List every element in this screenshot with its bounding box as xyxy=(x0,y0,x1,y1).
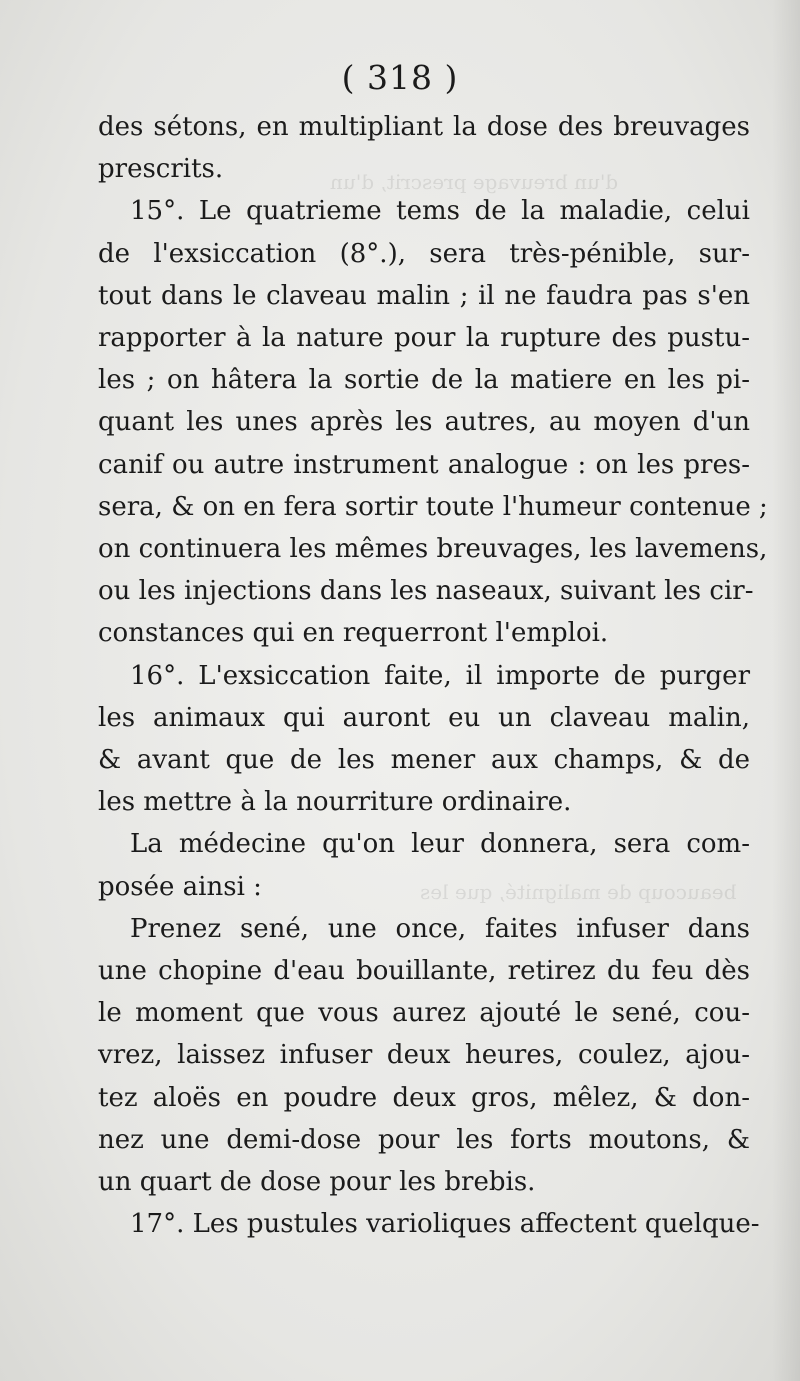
text-line: les mettre à la nourriture ordinaire. xyxy=(98,787,572,818)
text-line: nez une demi-dose pour les forts moutons, & xyxy=(98,1124,750,1155)
text-line: 15°. Le quatrieme tems de la maladie, celui xyxy=(130,196,750,227)
text-line: de l'exsiccation (8°.), sera très-pénible, sur- xyxy=(98,238,750,269)
text-line: La médecine qu'on leur donnera, sera com- xyxy=(130,829,750,860)
text-line: canif ou autre instrument analogue : on les pres- xyxy=(98,449,750,480)
text-line: un quart de dose pour les brebis. xyxy=(98,1167,536,1198)
text-line: on continuera les mêmes breuvages, les lavemens, xyxy=(98,534,768,565)
text-line: tout dans le claveau malin ; il ne faudra pas s'en xyxy=(98,280,750,311)
bleed-through-text: d'un breuvage prescrit, d'un xyxy=(330,170,619,194)
text-line: vrez, laissez infuser deux heures, coulez, ajou- xyxy=(98,1040,750,1071)
page-number: ( 318 ) xyxy=(341,58,459,97)
text-line: posée ainsi : xyxy=(98,871,262,902)
text-line: prescrits. xyxy=(98,154,224,185)
text-line: le moment que vous aurez ajouté le sené, cou- xyxy=(98,998,750,1029)
text-line: 17°. Les pustules varioliques affectent quelque- xyxy=(130,1209,760,1240)
text-line: les ; on hâtera la sortie de la matiere en les pi- xyxy=(98,365,750,396)
page-edge-shadow xyxy=(772,0,800,1381)
bleed-through-text: beaucoup de malignité, que les xyxy=(420,880,737,904)
text-line: tez aloës en poudre deux gros, mêlez, & don- xyxy=(98,1082,750,1113)
body-text xyxy=(98,106,768,1245)
text-line: & avant que de les mener aux champs, & de xyxy=(98,745,750,776)
text-line: Prenez sené, une once, faites infuser dans xyxy=(130,913,750,944)
text-line: des sétons, en multipliant la dose des breuvages xyxy=(98,112,750,142)
text-line: rapporter à la nature pour la rupture des pustu- xyxy=(98,323,750,354)
text-line: les animaux qui auront eu un claveau malin, xyxy=(98,702,750,733)
text-line: 16°. L'exsiccation faite, il importe de purger xyxy=(130,660,750,691)
text-line: quant les unes après les autres, au moyen d'un xyxy=(98,407,750,438)
text-line: constances qui en requerront l'emploi. xyxy=(98,618,609,649)
text-line: sera, & on en fera sortir toute l'humeur contenue ; xyxy=(98,491,768,522)
text-line: une chopine d'eau bouillante, retirez du feu dès xyxy=(98,956,750,987)
text-line: ou les injections dans les naseaux, suivant les cir- xyxy=(98,576,754,607)
